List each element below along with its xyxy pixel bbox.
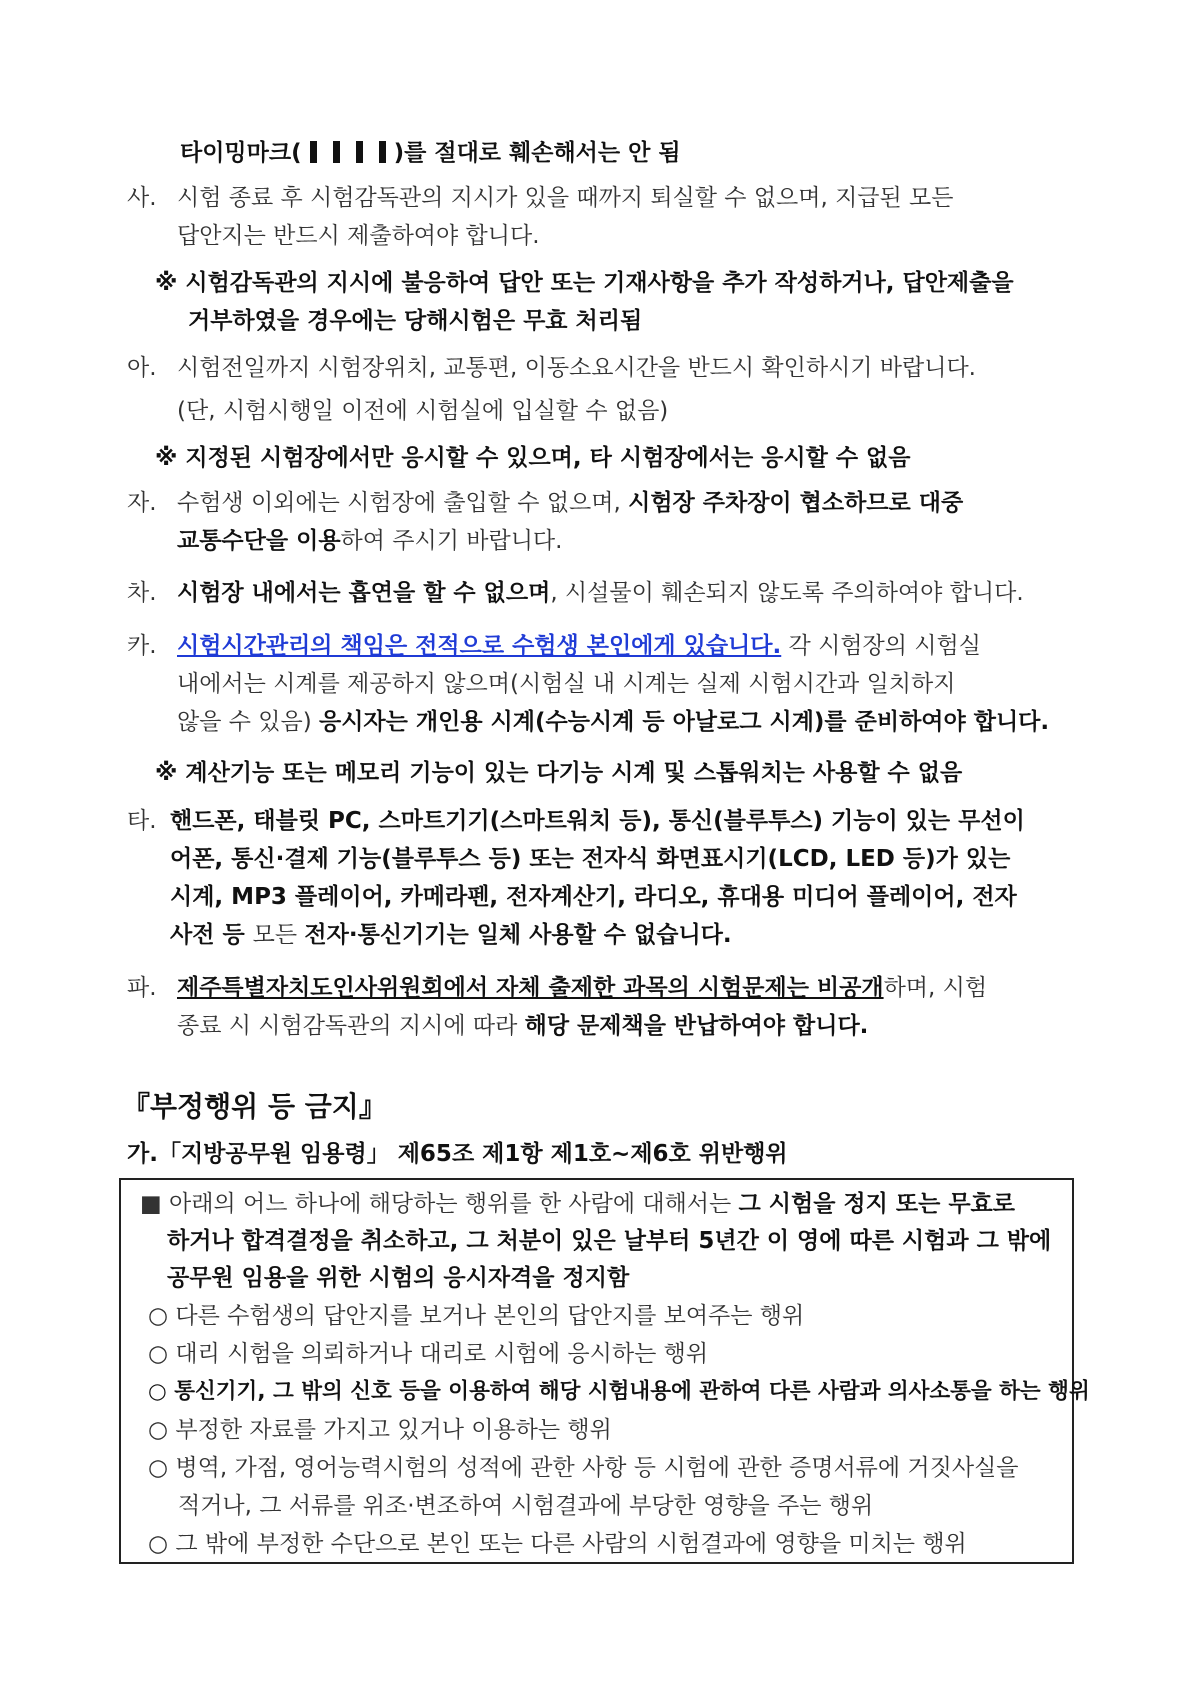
box-item-false-documents-line1: ○ 병역, 가점, 영어능력시험의 성적에 관한 사항 등 시험에 관한 증명서류에 거짓사실을 (148, 1455, 1019, 1481)
rule-pa-line1 (177, 970, 987, 1006)
rule-ta-label: 타. (127, 808, 157, 834)
rule-cha-line (177, 575, 1024, 611)
box-item-peeking: ○ 다른 수험생의 답안지를 보거나 본인의 답안지를 보여주는 행위 (148, 1303, 805, 1329)
rule-ka-emphasis: 응시자는 개인용 시계(수능시계 등 아날로그 시계)를 준비하여야 합니다. (319, 709, 1050, 735)
rule-ja-line1 (177, 485, 963, 521)
rule-ka-label: 카. (127, 633, 157, 659)
timing-mark-text-b: )를 절대로 훼손해서는 안 됨 (393, 140, 681, 166)
rule-ja-text-2: 하여 주시기 바랍니다. (340, 528, 563, 554)
rule-ka-text: 각 시험장의 시험실 (781, 633, 981, 659)
rule-sa-line1: 시험 종료 후 시험감독관의 지시가 있을 때까지 퇴실할 수 없으며, 지급된 모든 (177, 185, 954, 211)
timing-mark-icon (379, 141, 386, 163)
rule-sa-label: 사. (127, 185, 157, 211)
box-intro-line3: 공무원 임용을 위한 시험의 응시자격을 정지함 (167, 1265, 630, 1291)
box-intro-line2: 하거나 합격결정을 취소하고, 그 처분이 있은 날부터 5년간 이 영에 따른 시험과 그 밖에 (167, 1228, 1052, 1254)
rule-pa-label: 파. (127, 975, 157, 1001)
box-item-false-documents-line2: 적거나, 그 서류를 위조·변조하여 시험결과에 부당한 영향을 주는 행위 (178, 1493, 874, 1519)
section-subheading: 가.「지방공무원 임용령」 제65조 제1항 제1호~제6호 위반행위 (127, 1141, 788, 1167)
rule-ta-text-b: 모든 (252, 922, 305, 948)
rule-ka-line2: 내에서는 시계를 제공하지 않으며(시험실 내 시계는 실제 시험시간과 일치하지 (177, 671, 956, 697)
rule-ja-text: 수험생 이외에는 시험장에 출입할 수 없으며, (177, 490, 629, 516)
timing-mark-icon (356, 141, 363, 163)
timing-mark-icon (310, 141, 317, 163)
timing-mark-line (180, 135, 681, 171)
rule-ka-line1 (177, 628, 981, 664)
box-item-materials: ○ 부정한 자료를 가지고 있거나 이용하는 행위 (148, 1417, 612, 1443)
rule-ta-text-c: 전자·통신기기는 일체 사용할 수 없습니다. (304, 922, 732, 948)
rule-ka-text-3: 않을 수 있음) (177, 709, 319, 735)
box-intro-line1 (140, 1186, 1015, 1222)
rule-ja-line2 (177, 523, 562, 559)
rule-a-line2: (단, 시험시행일 이전에 시험실에 입실할 수 없음) (177, 398, 669, 424)
rule-cha-emphasis: 시험장 내에서는 흡연을 할 수 없으며 (177, 580, 551, 606)
rule-ja-emphasis: 시험장 주차장이 협소하므로 대중 (628, 490, 964, 516)
note-designated-site: ※ 지정된 시험장에서만 응시할 수 있으며, 타 시험장에서는 응시할 수 없음 (155, 445, 911, 471)
rule-sa-line2: 답안지는 반드시 제출하여야 합니다. (177, 223, 540, 249)
box-item-communication: ○ 통신기기, 그 밖의 신호 등을 이용하여 해당 시험내용에 관하여 다른 사람과 의사소통을 하는 행위 (148, 1379, 1090, 1404)
rule-ta-line3: 시계, MP3 플레이어, 카메라펜, 전자계산기, 라디오, 휴대용 미디어 플레이어, 전자 (170, 884, 1017, 910)
box-intro-text: ■ 아래의 어느 하나에 해당하는 행위를 한 사람에 대해서는 (140, 1191, 739, 1217)
rule-a-label: 아. (127, 355, 157, 381)
note-multifunction-watch: ※ 계산기능 또는 메모리 기능이 있는 다기능 시계 및 스톱워치는 사용할 수 없음 (155, 760, 963, 786)
timing-mark-icon (333, 141, 340, 163)
note-refusal-line1: ※ 시험감독관의 지시에 불응하여 답안 또는 기재사항을 추가 작성하거나, 답안제출을 (155, 270, 1014, 296)
rule-ja-label: 자. (127, 490, 157, 516)
rule-cha-text: , 시설물이 훼손되지 않도록 주의하여야 합니다. (550, 580, 1024, 606)
rule-pa-emphasis: 해당 문제책을 반납하여야 합니다. (524, 1013, 869, 1039)
rule-ta-line2: 어폰, 통신·결제 기능(블루투스 등) 또는 전자식 화면표시기(LCD, LED 등)가 있는 (170, 846, 1011, 872)
rule-ka-line3 (177, 704, 1049, 740)
rule-ja-emphasis-2: 교통수단을 이용 (177, 528, 341, 554)
timing-mark-text-a: 타이밍마크( (180, 140, 302, 166)
rule-pa-highlight: 제주특별자치도인사위원회에서 자체 출제한 과목의 시험문제는 비공개 (177, 975, 884, 1001)
note-refusal-line2: 거부하였을 경우에는 당해시험은 무효 처리됨 (188, 308, 643, 334)
rule-cha-label: 차. (127, 580, 157, 606)
box-item-proxy: ○ 대리 시험을 의뢰하거나 대리로 시험에 응시하는 행위 (148, 1341, 709, 1367)
rule-ta-line1: 핸드폰, 태블릿 PC, 스마트기기(스마트워치 등), 통신(블루투스) 기능이 있는 무선이 (170, 808, 1025, 834)
rule-pa-text-2: 종료 시 시험감독관의 지시에 따라 (177, 1013, 525, 1039)
box-item-other-means: ○ 그 밖에 부정한 수단으로 본인 또는 다른 사람의 시험결과에 영향을 미치는 행위 (148, 1531, 967, 1557)
rule-ta-text-a: 사전 등 (170, 922, 253, 948)
box-intro-emphasis: 그 시험을 정지 또는 무효로 (738, 1191, 1015, 1217)
rule-ta-line4 (170, 917, 732, 953)
rule-ka-highlight: 시험시간관리의 책임은 전적으로 수험생 본인에게 있습니다. (177, 633, 782, 659)
rule-a-line1: 시험전일까지 시험장위치, 교통편, 이동소요시간을 반드시 확인하시기 바랍니다. (177, 355, 976, 381)
section-title: 『부정행위 등 금지』 (122, 1090, 387, 1123)
rule-pa-line2 (177, 1008, 868, 1044)
rule-pa-text: 하며, 시험 (883, 975, 988, 1001)
